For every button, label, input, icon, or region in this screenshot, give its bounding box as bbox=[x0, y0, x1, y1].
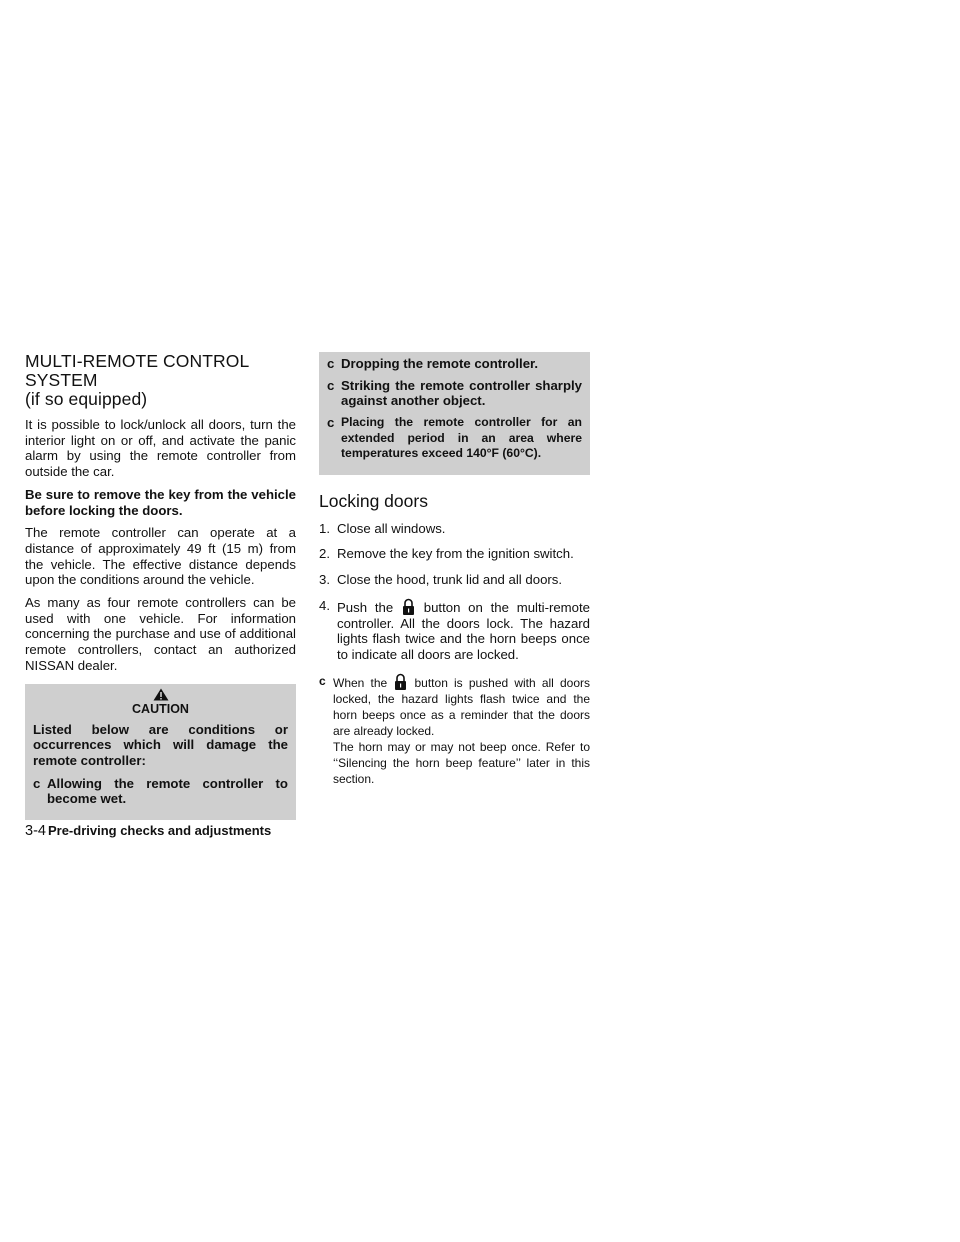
step-text: Close all windows. bbox=[337, 520, 446, 536]
lock-icon bbox=[394, 673, 407, 691]
caution-header bbox=[33, 688, 288, 716]
left-column bbox=[25, 352, 296, 820]
caution-intro: Listed below are conditions or occurrences which will damage the remote controller: bbox=[33, 721, 288, 768]
step-item bbox=[319, 546, 590, 562]
range-paragraph: The remote controller can operate at a distance of approximately 49 ft (15 m) from the vehicle. The effective distance depends upon the conditions around the vehicle. bbox=[25, 525, 296, 588]
bullet-mark: c bbox=[319, 673, 326, 688]
section-title bbox=[25, 352, 296, 409]
warning-icon bbox=[153, 688, 169, 701]
step-number: 4. bbox=[319, 597, 330, 613]
controllers-paragraph: As many as four remote controllers can be used with one vehicle. For information concerning the purchase and use of additional remote controllers, contact an authorized NISSAN dealer. bbox=[25, 595, 296, 673]
step-item bbox=[319, 572, 590, 588]
step-number: 1. bbox=[319, 520, 330, 536]
key-warning-paragraph: Be sure to remove the key from the vehicle before locking the doors. bbox=[25, 486, 296, 518]
title-line-1: MULTI-REMOTE CONTROL bbox=[25, 351, 250, 371]
footer-section-title: Pre-driving checks and adjustments bbox=[47, 823, 272, 838]
page-number: 3-4 bbox=[25, 823, 46, 839]
caution-item bbox=[327, 378, 582, 409]
step-item bbox=[319, 598, 590, 663]
caution-item bbox=[327, 356, 582, 372]
note-text-pre: When the bbox=[333, 675, 388, 690]
page-footer bbox=[25, 823, 271, 839]
step-number: 3. bbox=[319, 572, 330, 588]
step-text: Close the hood, trunk lid and all doors. bbox=[337, 572, 563, 588]
locking-steps-list bbox=[319, 521, 590, 663]
caution-item-text: Dropping the remote controller. bbox=[341, 356, 539, 371]
caution-item-text: Striking the remote controller sharply against another object. bbox=[341, 377, 582, 409]
bullet-mark: c bbox=[33, 775, 41, 791]
step-number: 2. bbox=[319, 546, 330, 562]
intro-paragraph: It is possible to lock/unlock all doors, turn the interior light on or off, and activate the panic alarm by using the remote controller from outside the car. bbox=[25, 417, 296, 480]
step-text bbox=[337, 598, 590, 663]
caution-box-continued bbox=[319, 352, 590, 475]
step-text-post: button on the multi-remote controller. All the doors lock. The hazard lights flash twice and the horn beeps once to indicate all doors are locked. bbox=[337, 599, 590, 663]
right-column bbox=[319, 352, 590, 787]
step-text: Remove the key from the ignition switch. bbox=[337, 546, 574, 562]
title-line-2: SYSTEM bbox=[25, 370, 98, 390]
title-line-3: (if so equipped) bbox=[25, 389, 148, 409]
bullet-mark: c bbox=[327, 377, 335, 393]
caution-item bbox=[327, 415, 582, 462]
caution-box bbox=[25, 684, 296, 821]
caution-item-text: Allowing the remote controller to become wet. bbox=[47, 775, 288, 807]
note-text bbox=[333, 673, 590, 739]
step-item bbox=[319, 521, 590, 537]
locking-doors-heading: Locking doors bbox=[319, 490, 428, 511]
lock-icon bbox=[402, 598, 415, 616]
note-item bbox=[319, 673, 590, 739]
bullet-mark: c bbox=[327, 356, 335, 371]
caution-item-text: Placing the remote controller for an extended period in an area where temperatures exceed 140°F (60°C). bbox=[341, 415, 582, 461]
bullet-mark: c bbox=[327, 415, 335, 431]
caution-item bbox=[33, 776, 288, 807]
note-text-post: button is pushed with all doors locked, the hazard lights flash twice and the horn beeps once as a reminder that the doors are already locked. bbox=[333, 675, 590, 738]
note-extra-text: The horn may or may not beep once. Refer to ‘‘Silencing the horn beep feature’’ later in this section. bbox=[333, 739, 590, 786]
step-text-pre: Push the bbox=[337, 599, 394, 615]
caution-label: CAUTION bbox=[132, 701, 189, 716]
